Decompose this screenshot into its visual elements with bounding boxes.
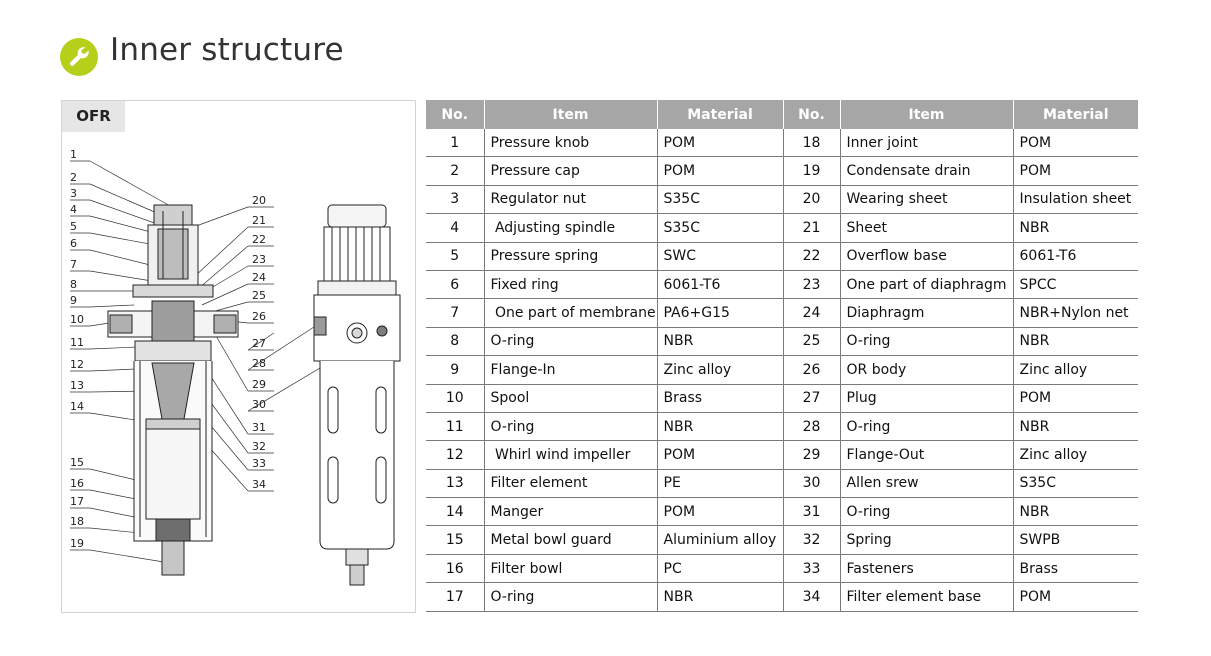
cell-item: O-ring bbox=[484, 583, 657, 611]
callout-number: 9 bbox=[70, 294, 77, 307]
callout-number: 25 bbox=[252, 289, 266, 302]
cell-no: 7 bbox=[426, 299, 484, 327]
callout-number: 14 bbox=[70, 400, 84, 413]
table-row bbox=[426, 583, 1138, 611]
diagram-label: OFR bbox=[62, 101, 125, 132]
table-row bbox=[426, 129, 1138, 157]
table-row bbox=[426, 498, 1138, 526]
cell-item: Spool bbox=[484, 384, 657, 412]
structure-drawing bbox=[62, 101, 415, 612]
cell-material: NBR bbox=[657, 412, 783, 440]
cell-no: 4 bbox=[426, 214, 484, 242]
callout-leader-line bbox=[90, 469, 140, 481]
cell-material: Zinc alloy bbox=[657, 356, 783, 384]
cell-material: NBR bbox=[657, 327, 783, 355]
table-row bbox=[426, 327, 1138, 355]
callout-number: 5 bbox=[70, 220, 77, 233]
cell-material: PE bbox=[657, 469, 783, 497]
callout-number: 13 bbox=[70, 379, 84, 392]
callout-number: 27 bbox=[252, 337, 266, 350]
wrench-icon bbox=[60, 38, 98, 76]
cell-material: Insulation sheet bbox=[1013, 185, 1138, 213]
cell-material: SWC bbox=[657, 242, 783, 270]
cell-material: Aluminium alloy bbox=[657, 526, 783, 554]
cell-no: 31 bbox=[783, 498, 840, 526]
cell-item: Adjusting spindle bbox=[484, 214, 657, 242]
callout-number: 16 bbox=[70, 477, 84, 490]
cell-item: Diaphragm bbox=[840, 299, 1013, 327]
cell-no: 3 bbox=[426, 185, 484, 213]
cell-no: 26 bbox=[783, 356, 840, 384]
cell-no: 27 bbox=[783, 384, 840, 412]
header-material: Material bbox=[657, 100, 783, 129]
callout-number: 18 bbox=[70, 515, 84, 528]
callout-number: 24 bbox=[252, 271, 266, 284]
cell-material: 6061-T6 bbox=[657, 270, 783, 298]
cell-no: 10 bbox=[426, 384, 484, 412]
callout-number: 21 bbox=[252, 214, 266, 227]
callout-number: 33 bbox=[252, 457, 266, 470]
table-row bbox=[426, 214, 1138, 242]
cell-no: 19 bbox=[783, 157, 840, 185]
cell-item: O-ring bbox=[840, 412, 1013, 440]
callout-leader-line bbox=[90, 305, 134, 307]
cell-item: Fixed ring bbox=[484, 270, 657, 298]
cell-no: 9 bbox=[426, 356, 484, 384]
page-title: Inner structure bbox=[110, 32, 344, 68]
callout-number: 28 bbox=[252, 357, 266, 370]
cell-material: NBR bbox=[1013, 327, 1138, 355]
callout-leader-line bbox=[90, 347, 138, 349]
cell-item: Spring bbox=[840, 526, 1013, 554]
cell-item: O-ring bbox=[840, 327, 1013, 355]
cell-material: 6061-T6 bbox=[1013, 242, 1138, 270]
cell-material: SWPB bbox=[1013, 526, 1138, 554]
table-row bbox=[426, 270, 1138, 298]
callout-number: 34 bbox=[252, 478, 266, 491]
callout-number: 15 bbox=[70, 456, 84, 469]
table-row bbox=[426, 384, 1138, 412]
cell-no: 30 bbox=[783, 469, 840, 497]
external-view bbox=[314, 205, 400, 585]
cell-material: POM bbox=[657, 498, 783, 526]
cell-material: POM bbox=[657, 441, 783, 469]
parts-table bbox=[426, 100, 1138, 612]
header-item: Item bbox=[484, 100, 657, 129]
cell-no: 15 bbox=[426, 526, 484, 554]
cell-item: OR body bbox=[840, 356, 1013, 384]
cell-material: Brass bbox=[657, 384, 783, 412]
callout-number: 12 bbox=[70, 358, 84, 371]
cell-material: NBR bbox=[1013, 214, 1138, 242]
callout-number: 2 bbox=[70, 171, 77, 184]
cell-no: 1 bbox=[426, 129, 484, 157]
callout-number: 1 bbox=[70, 148, 77, 161]
callout-number: 7 bbox=[70, 258, 77, 271]
cell-item: Pressure cap bbox=[484, 157, 657, 185]
cell-material: NBR bbox=[1013, 498, 1138, 526]
cell-item: Sheet bbox=[840, 214, 1013, 242]
header-no: No. bbox=[783, 100, 840, 129]
cell-item: Manger bbox=[484, 498, 657, 526]
cell-material: S35C bbox=[657, 185, 783, 213]
cell-item: Flange-In bbox=[484, 356, 657, 384]
cell-no: 13 bbox=[426, 469, 484, 497]
cell-item: One part of diaphragm bbox=[840, 270, 1013, 298]
cell-no: 34 bbox=[783, 583, 840, 611]
cell-material: NBR+Nylon net bbox=[1013, 299, 1138, 327]
callout-number: 6 bbox=[70, 237, 77, 250]
cell-item: O-ring bbox=[484, 327, 657, 355]
callout-leader-line bbox=[90, 550, 170, 563]
callout-number: 3 bbox=[70, 187, 77, 200]
callout-number: 29 bbox=[252, 378, 266, 391]
cell-no: 17 bbox=[426, 583, 484, 611]
header-item: Item bbox=[840, 100, 1013, 129]
cell-item: Pressure knob bbox=[484, 129, 657, 157]
table-header-row bbox=[426, 100, 1138, 129]
callout-number: 11 bbox=[70, 336, 84, 349]
cell-material: POM bbox=[657, 157, 783, 185]
cell-item: Pressure spring bbox=[484, 242, 657, 270]
cell-material: PA6+G15 bbox=[657, 299, 783, 327]
callout-number: 17 bbox=[70, 495, 84, 508]
cell-material: Zinc alloy bbox=[1013, 441, 1138, 469]
cell-item: Regulator nut bbox=[484, 185, 657, 213]
callout-number: 20 bbox=[252, 194, 266, 207]
cell-no: 22 bbox=[783, 242, 840, 270]
cell-item: One part of membrane bbox=[484, 299, 657, 327]
cell-item: O-ring bbox=[484, 412, 657, 440]
cell-no: 20 bbox=[783, 185, 840, 213]
cell-material: S35C bbox=[657, 214, 783, 242]
header-no: No. bbox=[426, 100, 484, 129]
cell-material: POM bbox=[1013, 129, 1138, 157]
header-material: Material bbox=[1013, 100, 1138, 129]
cell-material: NBR bbox=[1013, 412, 1138, 440]
cell-no: 11 bbox=[426, 412, 484, 440]
cell-no: 21 bbox=[783, 214, 840, 242]
cell-no: 12 bbox=[426, 441, 484, 469]
cell-no: 33 bbox=[783, 554, 840, 582]
cell-item: Inner joint bbox=[840, 129, 1013, 157]
callout-number: 23 bbox=[252, 253, 266, 266]
cell-item: O-ring bbox=[840, 498, 1013, 526]
table-row bbox=[426, 185, 1138, 213]
structure-diagram-panel bbox=[61, 100, 416, 613]
callout-number: 19 bbox=[70, 537, 84, 550]
callout-leader-line bbox=[90, 161, 172, 207]
cell-material: SPCC bbox=[1013, 270, 1138, 298]
cell-no: 29 bbox=[783, 441, 840, 469]
callout-leader-line bbox=[198, 246, 248, 289]
cell-material: POM bbox=[657, 129, 783, 157]
cell-no: 5 bbox=[426, 242, 484, 270]
cell-item: Allen srew bbox=[840, 469, 1013, 497]
cell-item: Flange-Out bbox=[840, 441, 1013, 469]
cell-no: 14 bbox=[426, 498, 484, 526]
table-row bbox=[426, 554, 1138, 582]
callout-leader-line bbox=[90, 369, 136, 371]
callout-number: 10 bbox=[70, 313, 84, 326]
section-view bbox=[108, 205, 238, 575]
callout-number: 4 bbox=[70, 203, 77, 216]
table-row bbox=[426, 242, 1138, 270]
cell-no: 24 bbox=[783, 299, 840, 327]
cell-no: 23 bbox=[783, 270, 840, 298]
cell-item: Wearing sheet bbox=[840, 185, 1013, 213]
cell-material: PC bbox=[657, 554, 783, 582]
cell-no: 16 bbox=[426, 554, 484, 582]
cell-item: Whirl wind impeller bbox=[484, 441, 657, 469]
cell-no: 32 bbox=[783, 526, 840, 554]
callout-leader-line bbox=[90, 271, 152, 281]
cell-item: Overflow base bbox=[840, 242, 1013, 270]
cell-item: Plug bbox=[840, 384, 1013, 412]
callout-number: 31 bbox=[252, 421, 266, 434]
cell-item: Filter element bbox=[484, 469, 657, 497]
cell-material: POM bbox=[1013, 157, 1138, 185]
table-row bbox=[426, 441, 1138, 469]
callout-leader-line bbox=[90, 200, 160, 225]
cell-material: NBR bbox=[657, 583, 783, 611]
callout-number: 8 bbox=[70, 278, 77, 291]
callout-number: 30 bbox=[252, 398, 266, 411]
callout-leader-line bbox=[212, 329, 248, 391]
table-row bbox=[426, 469, 1138, 497]
cell-material: POM bbox=[1013, 384, 1138, 412]
table-row bbox=[426, 526, 1138, 554]
cell-material: S35C bbox=[1013, 469, 1138, 497]
cell-material: Brass bbox=[1013, 554, 1138, 582]
cell-no: 8 bbox=[426, 327, 484, 355]
cell-item: Filter bowl bbox=[484, 554, 657, 582]
cell-item: Fasteners bbox=[840, 554, 1013, 582]
table-row bbox=[426, 412, 1138, 440]
cell-no: 18 bbox=[783, 129, 840, 157]
callout-number: 32 bbox=[252, 440, 266, 453]
table-row bbox=[426, 356, 1138, 384]
cell-no: 6 bbox=[426, 270, 484, 298]
table-row bbox=[426, 299, 1138, 327]
cell-item: Metal bowl guard bbox=[484, 526, 657, 554]
cell-no: 2 bbox=[426, 157, 484, 185]
cell-material: Zinc alloy bbox=[1013, 356, 1138, 384]
cell-material: POM bbox=[1013, 583, 1138, 611]
cell-no: 28 bbox=[783, 412, 840, 440]
cell-item: Filter element base bbox=[840, 583, 1013, 611]
table-row bbox=[426, 157, 1138, 185]
cell-no: 25 bbox=[783, 327, 840, 355]
callout-number: 26 bbox=[252, 310, 266, 323]
callout-number: 22 bbox=[252, 233, 266, 246]
cell-item: Condensate drain bbox=[840, 157, 1013, 185]
